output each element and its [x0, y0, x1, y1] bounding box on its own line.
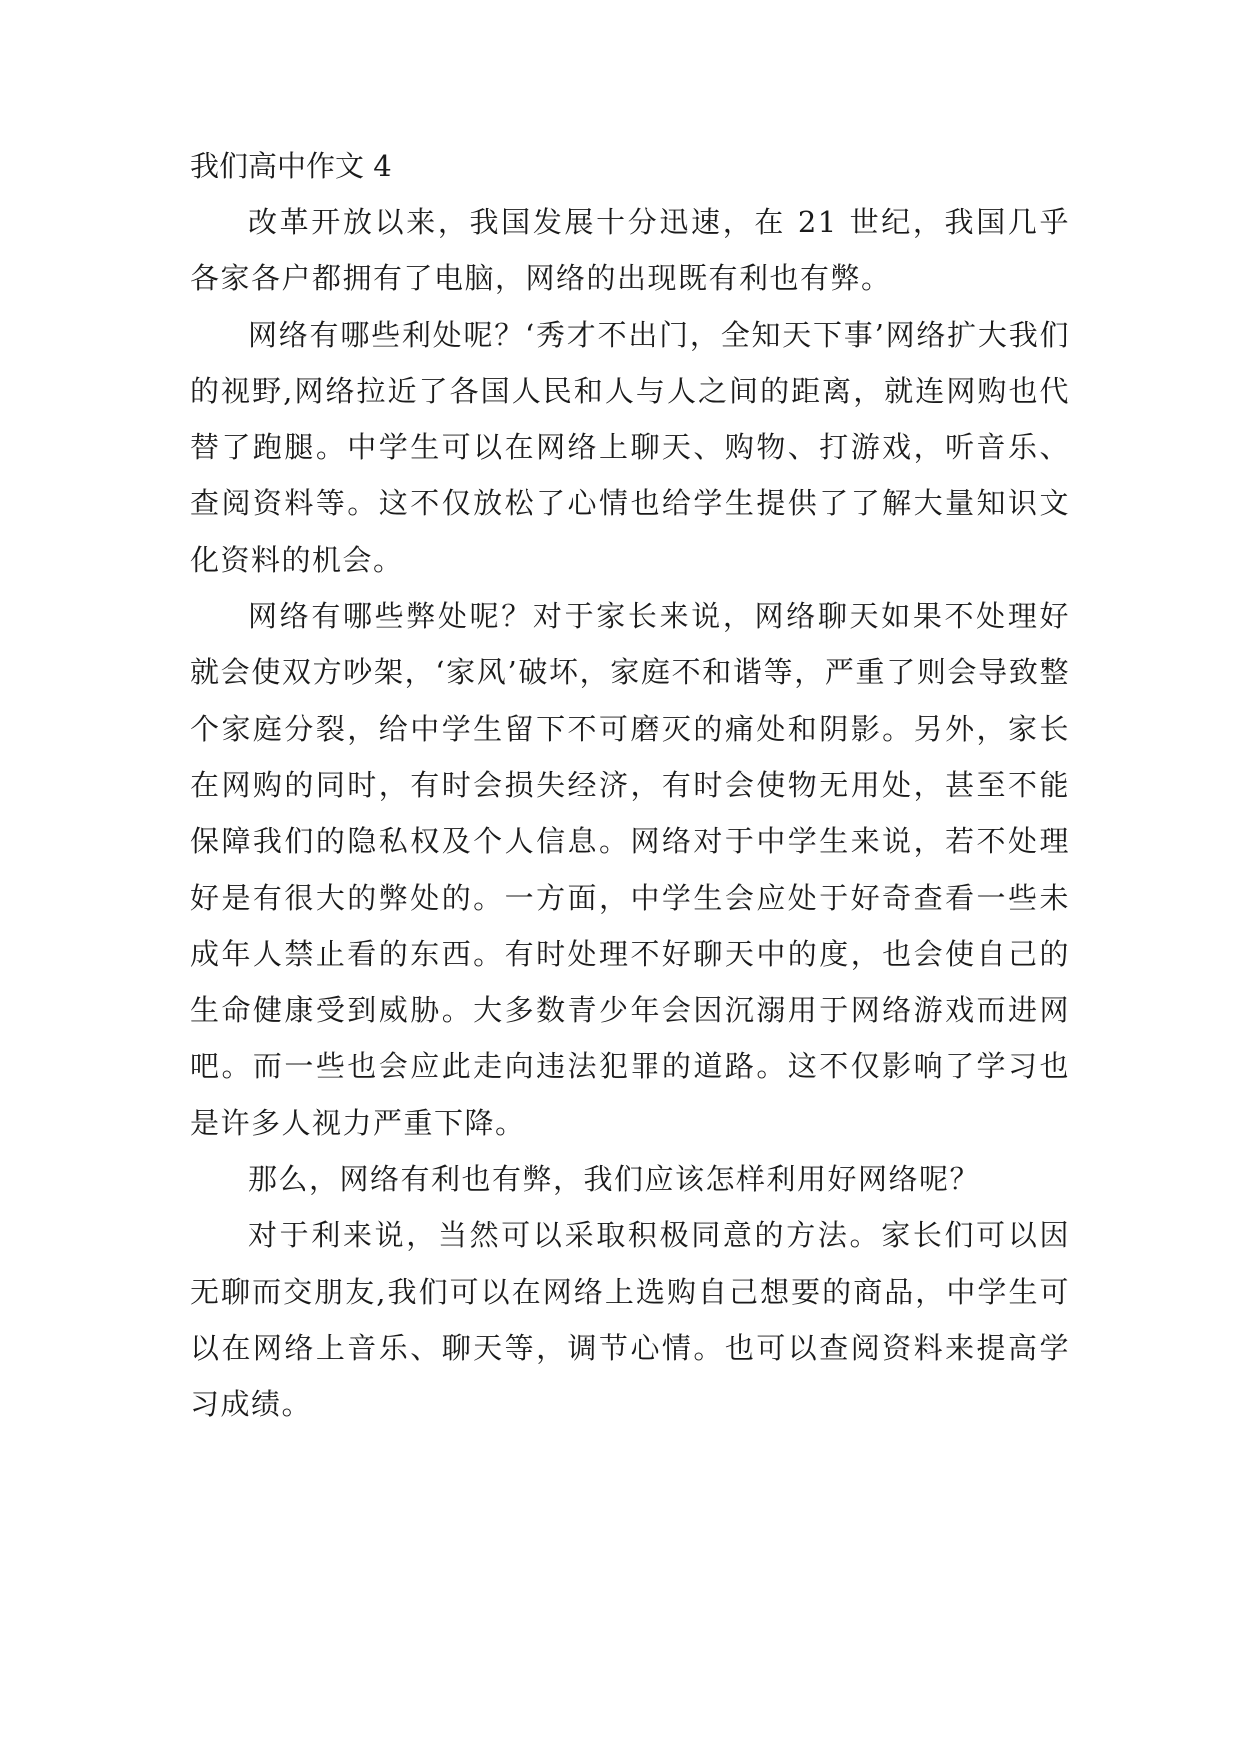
paragraph-advantages-usage: 对于利来说，当然可以采取积极同意的方法。家长们可以因无聊而交朋友,我们可以在网络上选购自己想要的商品，中学生可以在网络上音乐、聊天等，调节心情。也可以查阅资料来提高学习成绩。: [190, 1218, 1070, 1422]
paragraph-benefits: 网络有哪些利处呢？‘秀才不出门，全知天下事’网络扩大我们的视野,网络拉近了各国人民和人与人之间的距离，就连网购也代替了跑腿。中学生可以在网络上聊天、购物、打游戏，听音乐、查阅资料等。这不仅放松了心情也给学生提供了了解大量知识文化资料的机会。: [190, 317, 1070, 577]
essay-title: 我们高中作文 4: [190, 149, 392, 183]
document-page: [190, 138, 1070, 1433]
paragraph-question: 那么，网络有利也有弊，我们应该怎样利用好网络呢？: [248, 1162, 981, 1197]
paragraph-intro: 改革开放以来，我国发展十分迅速，在 21 世纪，我国几乎各家各户都拥有了电脑，网络的出现既有利也有弊。: [190, 205, 1070, 296]
paragraph-drawbacks: 网络有哪些弊处呢？对于家长来说，网络聊天如果不处理好就会使双方吵架，‘家风’破坏，家庭不和谐等，严重了则会导致整个家庭分裂，给中学生留下不可磨灭的痛处和阴影。另外，家长在网购的同时，有时会损失经济，有时会使物无用处，甚至不能保障我们的隐私权及个人信息。网络对于中学生来说，若不处理好是有很大的弊处的。一方面，中学生会应处于好奇查看一些未成年人禁止看的东西。有时处理不好聊天中的度，也会使自己的生命健康受到威胁。大多数青少年会因沉溺用于网络游戏而进网吧。而一些也会应此走向违法犯罪的道路。这不仅影响了学习也是许多人视力严重下降。: [190, 599, 1070, 1140]
